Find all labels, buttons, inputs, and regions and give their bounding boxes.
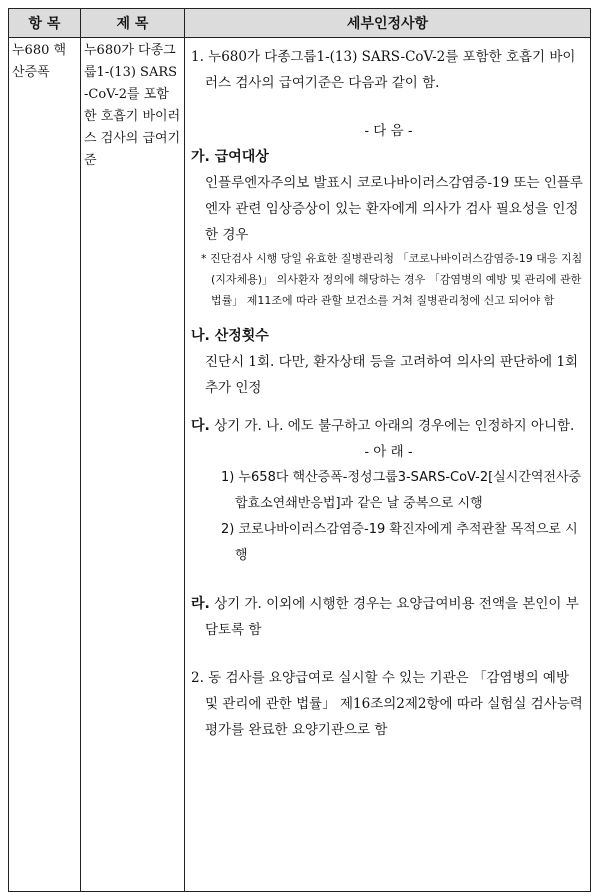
section-ga-heading: 가. 급여대상 <box>191 149 269 165</box>
details-cell <box>185 38 591 892</box>
section-ra-text: 상기 가. 이외에 시행한 경우는 요양급여비용 전액을 본인이 부담토록 함 <box>205 596 579 638</box>
item-cell <box>9 38 81 892</box>
title-cell <box>81 38 185 892</box>
section-na-heading: 나. 산정횟수 <box>191 328 269 344</box>
exception-item-1: 1) 누658다 핵산증폭-정성그룹3-SARS-CoV-2[실시간역전사중합효소연쇄반응법]과 같은 날 중복으로 시행 <box>221 470 582 511</box>
next-label: - 다 음 - <box>364 123 413 139</box>
section-ga-note: * 진단검사 시행 당일 유효한 질병관리청 「코로나바이러스감염증-19 대응 지침(지자체용)」 의사환자 정의에 해당하는 경우 「감염병의 예방 및 관리에 관한 법률」 제11조에 따라 관할 보건소를 거쳐 질병관리청에 신고 되어야 함 <box>201 252 583 307</box>
section-da-label: 다. <box>191 418 210 434</box>
section-ra-label: 라. <box>191 596 210 612</box>
exception-item-2: 2) 코로나바이러스감염증-19 확진자에게 추적관찰 목적으로 시행 <box>221 522 578 563</box>
below-label: - 아 래 - <box>364 444 413 460</box>
section-da-text: 상기 가. 나. 에도 불구하고 아래의 경우에는 인정하지 아니함. <box>214 418 575 434</box>
header-item: 항 목 <box>9 9 81 38</box>
title-text: 누680가 다종그룹1-(13) SARS-CoV-2를 포함한 호흡기 바이러스 검사의 급여기준 <box>84 43 181 168</box>
table-row <box>9 38 591 892</box>
paragraph-2: 2. 동 검사를 요양급여로 실시할 수 있는 기관은 「감염병의 예방 및 관리에 관한 법률」 제16조의2제2항에 따라 실험실 검사능력 평가를 완료한 요양기관으로 함 <box>191 670 583 738</box>
paragraph-1: 1. 누680가 다종그룹1-(13) SARS-CoV-2를 포함한 호흡기 바이러스 검사의 급여기준은 다음과 같이 함. <box>191 49 576 91</box>
item-text: 누680 핵산증폭 <box>12 43 67 80</box>
header-title: 제 목 <box>81 9 185 38</box>
section-na-text: 진단시 1회. 다만, 환자상태 등을 고려하여 의사의 판단하에 1회 추가 인정 <box>205 354 579 396</box>
section-ga-text: 인플루엔자주의보 발표시 코로나바이러스감염증-19 또는 인플루엔자 관련 임상증상이 있는 환자에게 의사가 검사 필요성을 인정한 경우 <box>205 175 583 243</box>
header-row <box>9 9 591 38</box>
header-details: 세부인정사항 <box>185 9 591 38</box>
criteria-table <box>8 8 591 892</box>
